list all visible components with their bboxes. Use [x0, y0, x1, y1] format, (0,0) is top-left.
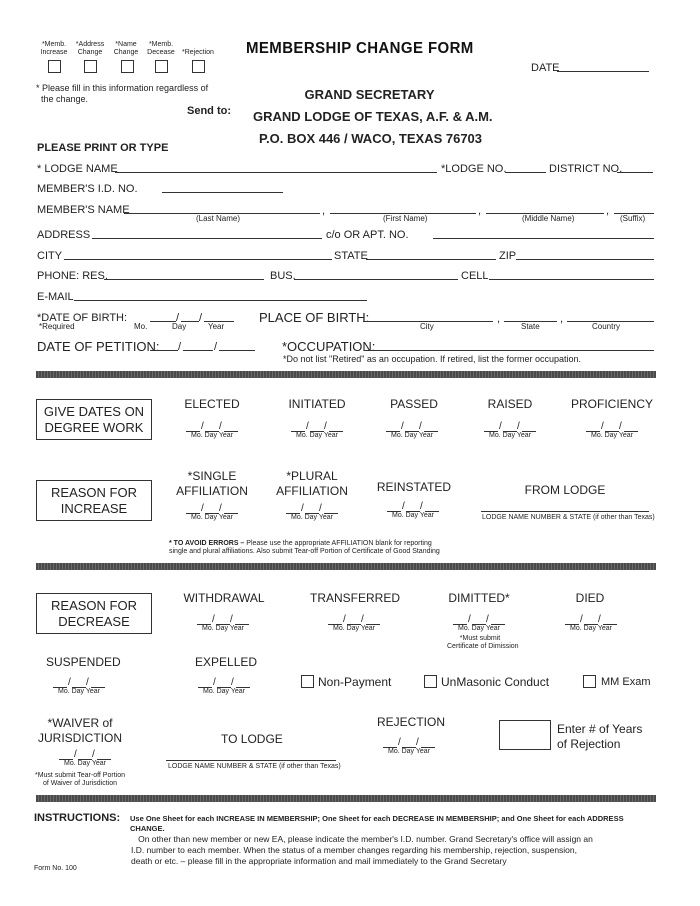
city-label: CITY [37, 250, 63, 262]
avoid-errors-bold: * TO AVOID ERRORS – [169, 540, 245, 547]
bus-field[interactable] [294, 279, 458, 280]
single-affiliation-label [174, 469, 250, 499]
rejection-years-field[interactable] [499, 720, 551, 750]
dimission-note-line2: Certificate of Dimission [447, 643, 519, 650]
addressee-line3: P.O. BOX 446 / WACO, TEXAS 76703 [259, 131, 483, 146]
non-payment-checkbox[interactable] [301, 675, 314, 688]
change-type-label [72, 41, 108, 57]
reinstated-label: REINSTATED [376, 480, 452, 494]
waiver-note-line1: *Must submit Tear-off Portion [34, 772, 125, 779]
date-caption: Mo. Day Year [332, 625, 376, 632]
instructions-line1: Use One Sheet for each INCREASE IN MEMBERSHIP; One Sheet for each DECREASE IN MEMBERSHIP; and One Sheet for each ADDRESS [130, 814, 624, 823]
section-divider [36, 563, 656, 570]
form-title: MEMBERSHIP CHANGE FORM [246, 39, 474, 58]
petition-day-field[interactable] [183, 350, 213, 351]
date-caption: Mo. Day Year [387, 748, 431, 755]
date-of-petition-label: DATE OF PETITION: [37, 339, 160, 354]
fill-note [36, 83, 208, 105]
addressee-line2: GRAND LODGE OF TEXAS, A.F. & A.M. [253, 109, 493, 124]
waiver-note [30, 772, 130, 788]
member-id-field[interactable] [162, 192, 283, 193]
state-field[interactable] [366, 259, 496, 260]
pob-state-caption: State [521, 322, 540, 331]
occupation-label: *OCCUPATION: [282, 339, 376, 354]
expelled-date-field[interactable]: / / Mo. Day Year [196, 677, 252, 699]
date-caption: Mo. Day Year [488, 432, 532, 439]
email-label: E-MAIL [37, 291, 74, 303]
waiver-label [38, 716, 122, 746]
passed-date-field[interactable]: / / Mo. Day Year [384, 421, 440, 443]
rejection-checkbox[interactable] [192, 60, 205, 73]
zip-field[interactable] [516, 259, 654, 260]
date-line[interactable] [557, 71, 649, 72]
phone-res-field[interactable] [104, 279, 264, 280]
address-change-checkbox[interactable] [84, 60, 97, 73]
email-field[interactable] [74, 300, 367, 301]
expelled-label: EXPELLED [195, 655, 258, 669]
date-caption: Mo. Day Year [391, 512, 435, 519]
change-type-label [36, 41, 72, 57]
single-affiliation-line1: *SINGLE [187, 469, 237, 483]
change-type-label [143, 41, 179, 57]
form-number: Form No. 100 [34, 865, 77, 872]
member-name-label: MEMBER'S NAME [37, 204, 130, 216]
change-type-line2: Increase [40, 49, 68, 56]
initiated-label: INITIATED [288, 397, 346, 411]
first-name-caption: (First Name) [383, 214, 428, 223]
state-label: STATE [334, 250, 368, 262]
plural-affiliation-label [274, 469, 350, 499]
dimitted-date-field[interactable]: / / Mo. Day Year [451, 614, 507, 636]
memb-decease-checkbox[interactable] [155, 60, 168, 73]
reason-increase-box: REASON FOR INCREASE [36, 480, 152, 521]
fill-note-line1: * Please fill in this information regardless of [36, 83, 209, 93]
lodge-name-field[interactable] [115, 172, 437, 173]
waiver-line1: *WAIVER of [47, 716, 113, 730]
change-type-line1: *Memb. [148, 41, 174, 48]
date-caption: Mo. Day Year [290, 514, 334, 521]
change-type-label [178, 49, 218, 57]
unmasonic-conduct-label: UnMasonic Conduct [441, 675, 550, 689]
name-change-checkbox[interactable] [121, 60, 134, 73]
degree-work-box: GIVE DATES ON DEGREE WORK [36, 399, 152, 440]
avoid-errors-line2: single and plural affiliations. Also submit Tear-off Portion of Certificate of Good Standing [169, 548, 440, 555]
rejection-years-line2: of Rejection [557, 737, 621, 751]
date-caption: Mo. Day Year [295, 432, 339, 439]
date-caption: Mo. Day Year [590, 432, 634, 439]
avoid-errors-note [169, 540, 440, 556]
instructions-main [130, 814, 624, 834]
address-field[interactable] [92, 238, 322, 239]
change-type-label [108, 41, 144, 57]
passed-label: PASSED [390, 397, 438, 411]
transferred-label: TRANSFERRED [309, 591, 400, 605]
suspended-date-field[interactable]: / / Mo. Day Year [51, 677, 107, 699]
cell-label: CELL [461, 270, 489, 282]
rejection-years-line1: Enter # of Years [557, 722, 643, 736]
occupation-field[interactable] [364, 350, 654, 351]
date-caption: Mo. Day Year [390, 432, 434, 439]
waiver-line2: JURISDICTION [38, 731, 122, 745]
change-type-line1: *Rejection [182, 49, 214, 56]
print-note: PLEASE PRINT OR TYPE [37, 142, 169, 154]
avoid-errors-line1: Please use the appropriate AFFILIATION blank for reporting [246, 540, 432, 547]
apt-field[interactable] [433, 238, 654, 239]
proficiency-label: PROFICIENCY [570, 397, 653, 411]
petition-year-field[interactable] [219, 350, 255, 351]
member-id-label: MEMBER'S I.D. NO. [37, 183, 138, 195]
date-caption: Mo. Day Year [57, 688, 101, 695]
rejection-label: REJECTION [377, 715, 446, 729]
dimitted-label: DIMITTED* [448, 591, 510, 605]
pob-city-caption: City [420, 322, 434, 331]
section-divider [36, 371, 656, 378]
plural-affiliation-date-field[interactable]: / / Mo. Day Year [284, 503, 340, 525]
transferred-date-field[interactable]: / / Mo. Day Year [326, 614, 382, 636]
instructions-line2: CHANGE. [130, 824, 165, 833]
dob-mo-caption: Mo. [134, 322, 148, 331]
date-caption: Mo. Day Year [190, 514, 234, 521]
instructions-label: INSTRUCTIONS: [34, 812, 121, 824]
dob-label: *DATE OF BIRTH: [37, 312, 128, 324]
zip-label: ZIP [499, 250, 517, 262]
instructions-p3: death or etc. – please fill in the appropriate information and mail immediately to the Grand Secretary [131, 856, 507, 866]
to-lodge-field[interactable] [166, 760, 336, 761]
suspended-label: SUSPENDED [46, 655, 121, 669]
plural-affiliation-line1: *PLURAL [286, 469, 338, 483]
petition-month-field[interactable] [150, 350, 178, 351]
rejection-date-field[interactable]: / / Mo. Day Year [381, 737, 437, 759]
send-to-label: Send to: [187, 105, 231, 117]
city-field[interactable] [64, 259, 332, 260]
section-divider [36, 795, 656, 802]
waiver-note-line2: of Waiver of Jurisdiction [42, 780, 118, 787]
single-affiliation-date-field[interactable]: / / Mo. Day Year [184, 503, 240, 525]
addressee-line1: GRAND SECRETARY [304, 87, 435, 102]
non-payment-label: Non-Payment [318, 675, 392, 689]
cell-field[interactable] [489, 279, 654, 280]
elected-label: ELECTED [184, 397, 240, 411]
date-caption: Mo. Day Year [202, 688, 246, 695]
date-caption: Mo. Day Year [457, 625, 501, 632]
died-date-field[interactable]: / / Mo. Day Year [563, 614, 619, 636]
occupation-note: *Do not list "Retired" as an occupation. If retired, list the former occupation. [283, 354, 582, 364]
instructions-p1: On other than new member or new EA, please indicate the member's I.D. number. Grand Secretary's office will assign an [138, 834, 593, 844]
fill-note-line2: the change. [41, 94, 89, 104]
rejection-years-label [557, 722, 642, 752]
pob-country-caption: Country [592, 322, 621, 331]
unmasonic-conduct-checkbox[interactable] [424, 675, 437, 688]
district-no-label: DISTRICT NO. [549, 163, 623, 175]
from-lodge-label: FROM LODGE [524, 483, 606, 497]
date-caption: Mo. Day Year [201, 625, 245, 632]
district-no-field[interactable] [617, 172, 653, 173]
raised-date-field[interactable]: / / Mo. Day Year [482, 421, 538, 443]
instructions-body [131, 834, 593, 867]
date-caption: Mo. Day Year [63, 760, 107, 767]
reason-decrease-box: REASON FOR DECREASE [36, 593, 152, 634]
plural-affiliation-line2: AFFILIATION [276, 484, 348, 498]
mm-exam-label: MM Exam [601, 676, 651, 688]
raised-label: RAISED [487, 397, 533, 411]
proficiency-date-field[interactable]: / / Mo. Day Year [584, 421, 640, 443]
from-lodge-field[interactable] [481, 511, 649, 512]
date-caption: Mo. Day Year [190, 432, 234, 439]
change-type-line1: *Name [115, 41, 137, 48]
lodge-name-label: * LODGE NAME [37, 163, 118, 175]
dob-day-caption: Day [172, 322, 187, 331]
suffix-caption: (Suffix) [620, 214, 646, 223]
waiver-date-field[interactable]: / / Mo. Day Year [57, 749, 113, 771]
membership-change-form: *Memb. Increase *Address Change *Name Change *Memb. Decease *Rejection * Please fill in this information regardless of the change. MEMBERSHIP CHANGE FORM DATE Send to: GRAND SECRETARY GRAND LODGE OF TEXAS, A.F. & A.M. P.O. BOX 446 / WACO, TEXAS 76703 PLEASE PRINT OR TYPE * LODGE NAME *LODGE NO. DISTRICT NO. MEMBER'S I.D. NO. MEMBER'S NAME , , , (Last Name) (First Name) (Middle Name) (Suffix) ADDRESS c/o OR APT. NO. CITY STATE ZIP PHONE: RES. BUS. CELL E-MAIL *DATE OF BIRTH: / / *Required Mo. Day Year PLACE OF BIRTH: , , City State Country DATE OF PETITION: / / *OCCUPATION: *Do not list "Retired" as an occupation. If retired, list the former occupation. GIVE DATES ON DEGREE WORK ELECTED INITIATED PASSED RAISED PROFICIENCY / / Mo. Day Year / / Mo. Day Year / / Mo. Day Year / / Mo. Day Year / / Mo. Day Year REASON FOR INCREASE *SINGLE AFFILIATION *PLURAL AFFILIATION REINSTATED FROM LODGE / / Mo. Day Year / / Mo. Day Year / / Mo. Day Year LODGE NAME NUMBER & STATE (if other than Texas) * TO AVOID ERRORS – Please use the appropriate AFFILIATION blank for reporting single and plural affiliations. Also submit Tear-off Portion of Certificate of Good Standing REASON FOR DECREASE WITHDRAWAL TRANSFERRED DIMITTED* DIED / / Mo. Day Year / / Mo. Day Year / / Mo. Day Year / / Mo. Day Year *Must submit Certificate of Dimission SUSPENDED EXPELLED / / Mo. Day Year / / Mo. Day Year Non-Payment UnMasonic Conduct MM Exam *WAIVER of JURISDICTION / / Mo. Day Year *Must submit Tear-off Portion of Waiver of Jurisdiction TO LODGE LODGE NAME NUMBER & STATE (if other than Texas) REJECTION / / Mo. Day Year Enter # of Years of Rejection INSTRUCTIONS: Use One Sheet for each INCREASE IN MEMBERSHIP; One Sheet for each DECREASE IN MEMBERSHIP; and One Sheet for each ADDRESS CHANGE. On other than new member or new EA, please indicate the member's I.D. number. Grand Secretary's office will assign an I.D. number to each member. When the status of a member changes regarding his membership, rejection, suspension, death or etc. – please fill in the appropriate information and mail immediately to the Grand Secretary Form No. 100 [0, 0, 700, 906]
single-affiliation-line2: AFFILIATION [176, 484, 248, 498]
phone-res-label: PHONE: RES. [37, 270, 108, 282]
lodge-no-label: *LODGE NO. [441, 163, 507, 175]
last-name-caption: (Last Name) [196, 214, 241, 223]
address-label: ADDRESS [37, 229, 91, 241]
change-type-line1: *Address [75, 41, 105, 48]
dob-year-caption: Year [208, 322, 225, 331]
reinstated-date-field[interactable]: / / Mo. Day Year [385, 501, 441, 523]
from-lodge-caption: LODGE NAME NUMBER & STATE (if other than Texas) [482, 514, 655, 521]
place-of-birth-label: PLACE OF BIRTH: [259, 310, 370, 325]
dimission-note-line1: *Must submit [459, 635, 501, 642]
required-caption: *Required [39, 322, 75, 331]
apt-label: c/o OR APT. NO. [326, 229, 409, 241]
change-type-line2: Change [113, 49, 139, 56]
instructions-p2: I.D. number to each member. When the status of a member changes regarding his membership, rejection, suspension, [131, 845, 578, 855]
memb-increase-checkbox[interactable] [48, 60, 61, 73]
middle-name-caption: (Middle Name) [522, 214, 575, 223]
initiated-date-field[interactable]: / / Mo. Day Year [289, 421, 345, 443]
withdrawal-date-field[interactable]: / / Mo. Day Year [195, 614, 251, 636]
elected-date-field[interactable]: / / Mo. Day Year [184, 421, 240, 443]
died-label: DIED [575, 591, 605, 605]
change-type-line2: Decease [147, 49, 175, 56]
withdrawal-label: WITHDRAWAL [183, 591, 265, 605]
change-type-line2: Change [77, 49, 103, 56]
to-lodge-label: TO LODGE [221, 732, 283, 746]
dimission-note [447, 635, 519, 651]
change-type-line1: *Memb. [41, 41, 67, 48]
to-lodge-caption: LODGE NAME NUMBER & STATE (if other than Texas) [168, 763, 341, 770]
date-caption: Mo. Day Year [569, 625, 613, 632]
lodge-no-field[interactable] [505, 172, 546, 173]
bus-label: BUS. [270, 270, 296, 282]
date-label: DATE [531, 62, 560, 74]
mm-exam-checkbox[interactable] [583, 675, 596, 688]
